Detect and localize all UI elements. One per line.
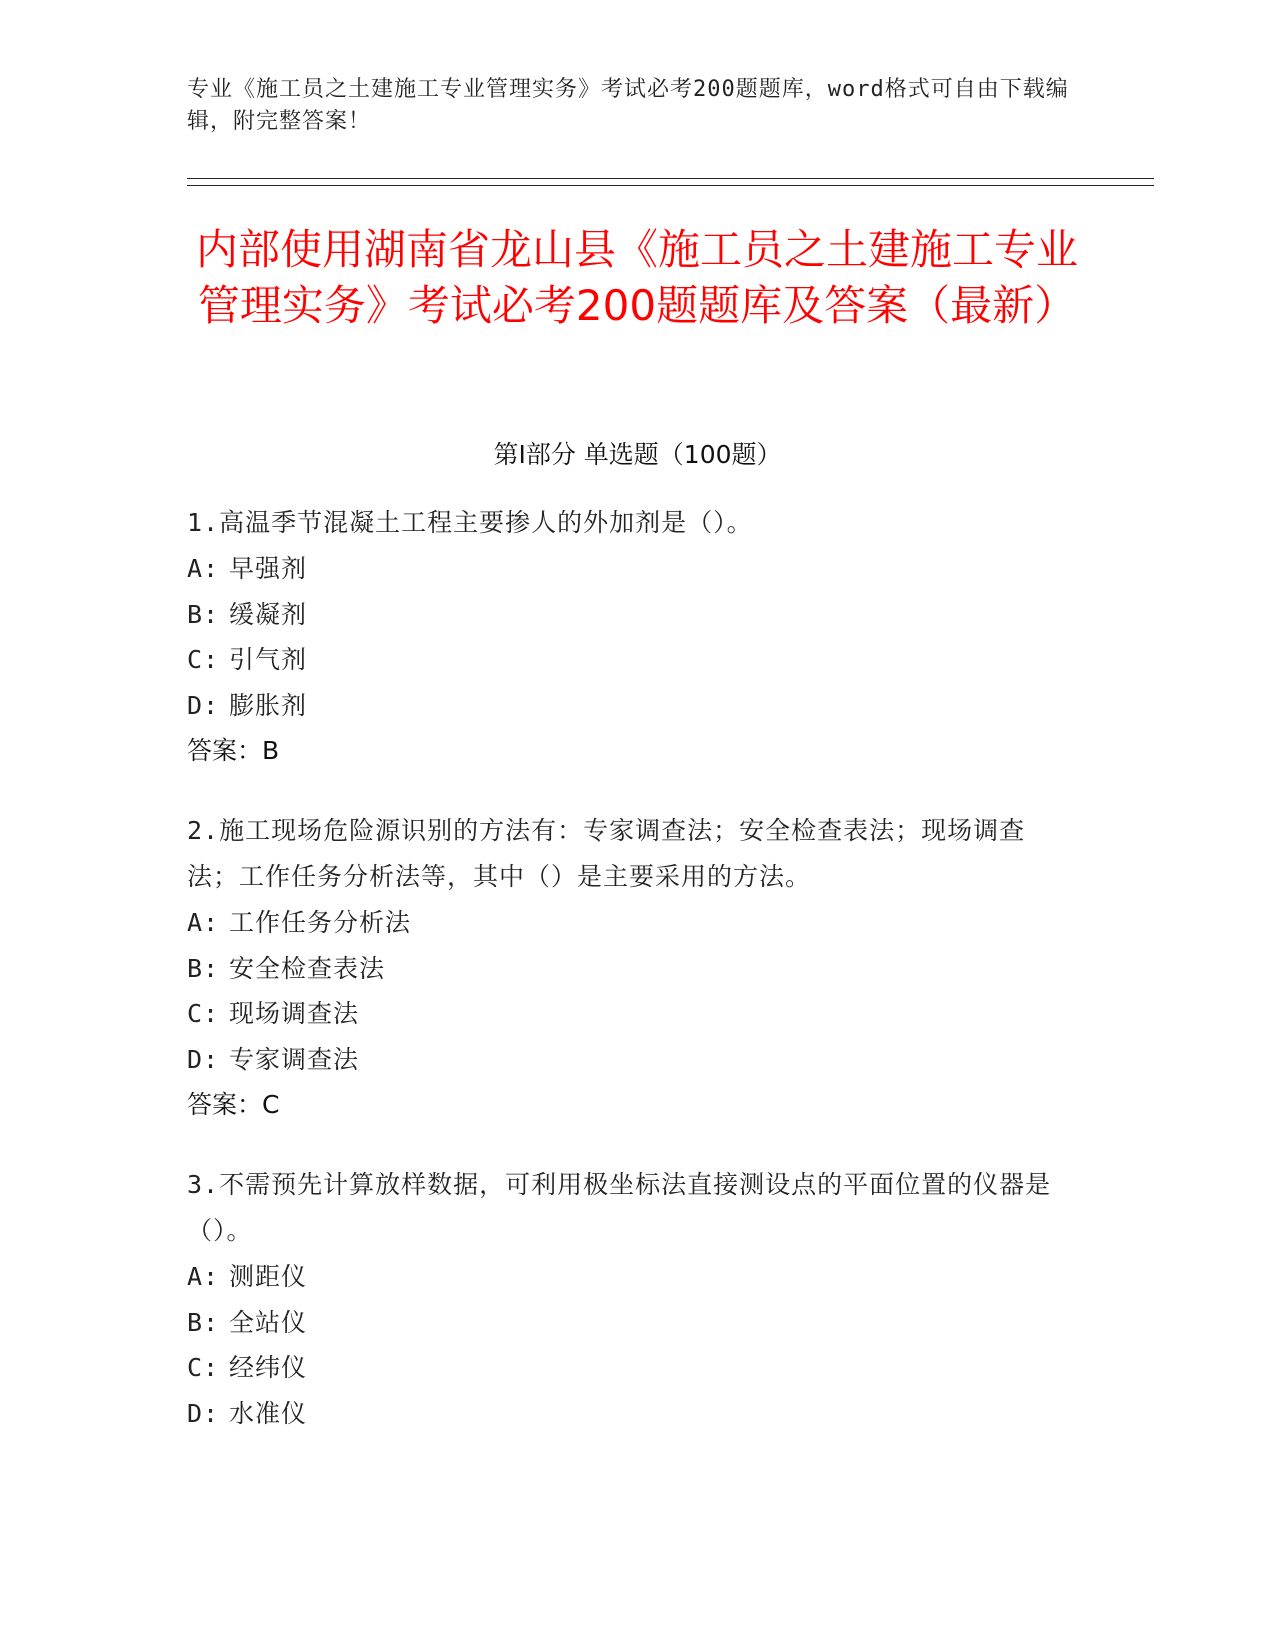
section-heading: 第Ⅰ部分 单选题（100题） bbox=[493, 440, 782, 469]
header-rule-bottom bbox=[187, 185, 1154, 186]
option-a bbox=[187, 546, 1067, 592]
option-key: B: bbox=[187, 1307, 220, 1337]
option-d bbox=[187, 1391, 1067, 1437]
document-title: 内部使用湖南省龙山县《施工员之土建施工专业管理实务》考试必考200题题库及答案（最新） bbox=[195, 225, 1078, 330]
option-c bbox=[187, 1345, 1067, 1391]
question-1 bbox=[187, 500, 1067, 774]
question-text: 1.高温季节混凝土工程主要掺人的外加剂是（）。 bbox=[187, 508, 753, 537]
question-text: 2.施工现场危险源识别的方法有：专家调查法；安全检查表法；现场调查法；工作任务分析法等，其中（）是主要采用的方法。 bbox=[187, 816, 1026, 891]
question-2 bbox=[187, 808, 1067, 1128]
option-text: 缓凝剂 bbox=[229, 599, 308, 629]
option-d bbox=[187, 683, 1067, 729]
option-text: 工作任务分析法 bbox=[229, 908, 412, 937]
option-b bbox=[187, 946, 1067, 992]
option-c bbox=[187, 991, 1067, 1037]
option-text: 全站仪 bbox=[229, 1307, 308, 1337]
option-key: A: bbox=[187, 554, 220, 583]
header-note: 专业《施工员之土建施工专业管理实务》考试必考200题题库，word格式可自由下载编辑，附完整答案！ bbox=[187, 77, 1069, 134]
question-text: 3.不需预先计算放样数据，可利用极坐标法直接测设点的平面位置的仪器是（）。 bbox=[187, 1170, 1052, 1245]
option-text: 经纬仪 bbox=[229, 1353, 308, 1382]
option-key: A: bbox=[187, 908, 220, 937]
answer: 答案：B bbox=[187, 736, 280, 765]
option-b bbox=[187, 592, 1067, 638]
option-text: 早强剂 bbox=[229, 554, 308, 583]
option-key: D: bbox=[187, 1398, 220, 1428]
option-key: B: bbox=[187, 953, 220, 983]
option-text: 专家调查法 bbox=[229, 1044, 360, 1074]
option-text: 水准仪 bbox=[229, 1398, 308, 1428]
question-3 bbox=[187, 1162, 1067, 1436]
option-key: C: bbox=[187, 645, 220, 674]
option-text: 测距仪 bbox=[229, 1262, 308, 1291]
option-text: 现场调查法 bbox=[229, 999, 360, 1028]
option-b bbox=[187, 1300, 1067, 1346]
option-key: B: bbox=[187, 599, 220, 629]
option-d bbox=[187, 1037, 1067, 1083]
option-text: 膨胀剂 bbox=[229, 690, 308, 720]
header-rule-top bbox=[187, 178, 1154, 179]
option-key: D: bbox=[187, 690, 220, 720]
answer: 答案：C bbox=[187, 1090, 280, 1119]
option-text: 引气剂 bbox=[229, 645, 308, 674]
option-key: D: bbox=[187, 1044, 220, 1074]
option-key: A: bbox=[187, 1262, 220, 1291]
option-c bbox=[187, 637, 1067, 683]
option-text: 安全检查表法 bbox=[229, 953, 386, 983]
option-a bbox=[187, 1254, 1067, 1300]
option-a bbox=[187, 900, 1067, 946]
option-key: C: bbox=[187, 999, 220, 1028]
option-key: C: bbox=[187, 1353, 220, 1382]
